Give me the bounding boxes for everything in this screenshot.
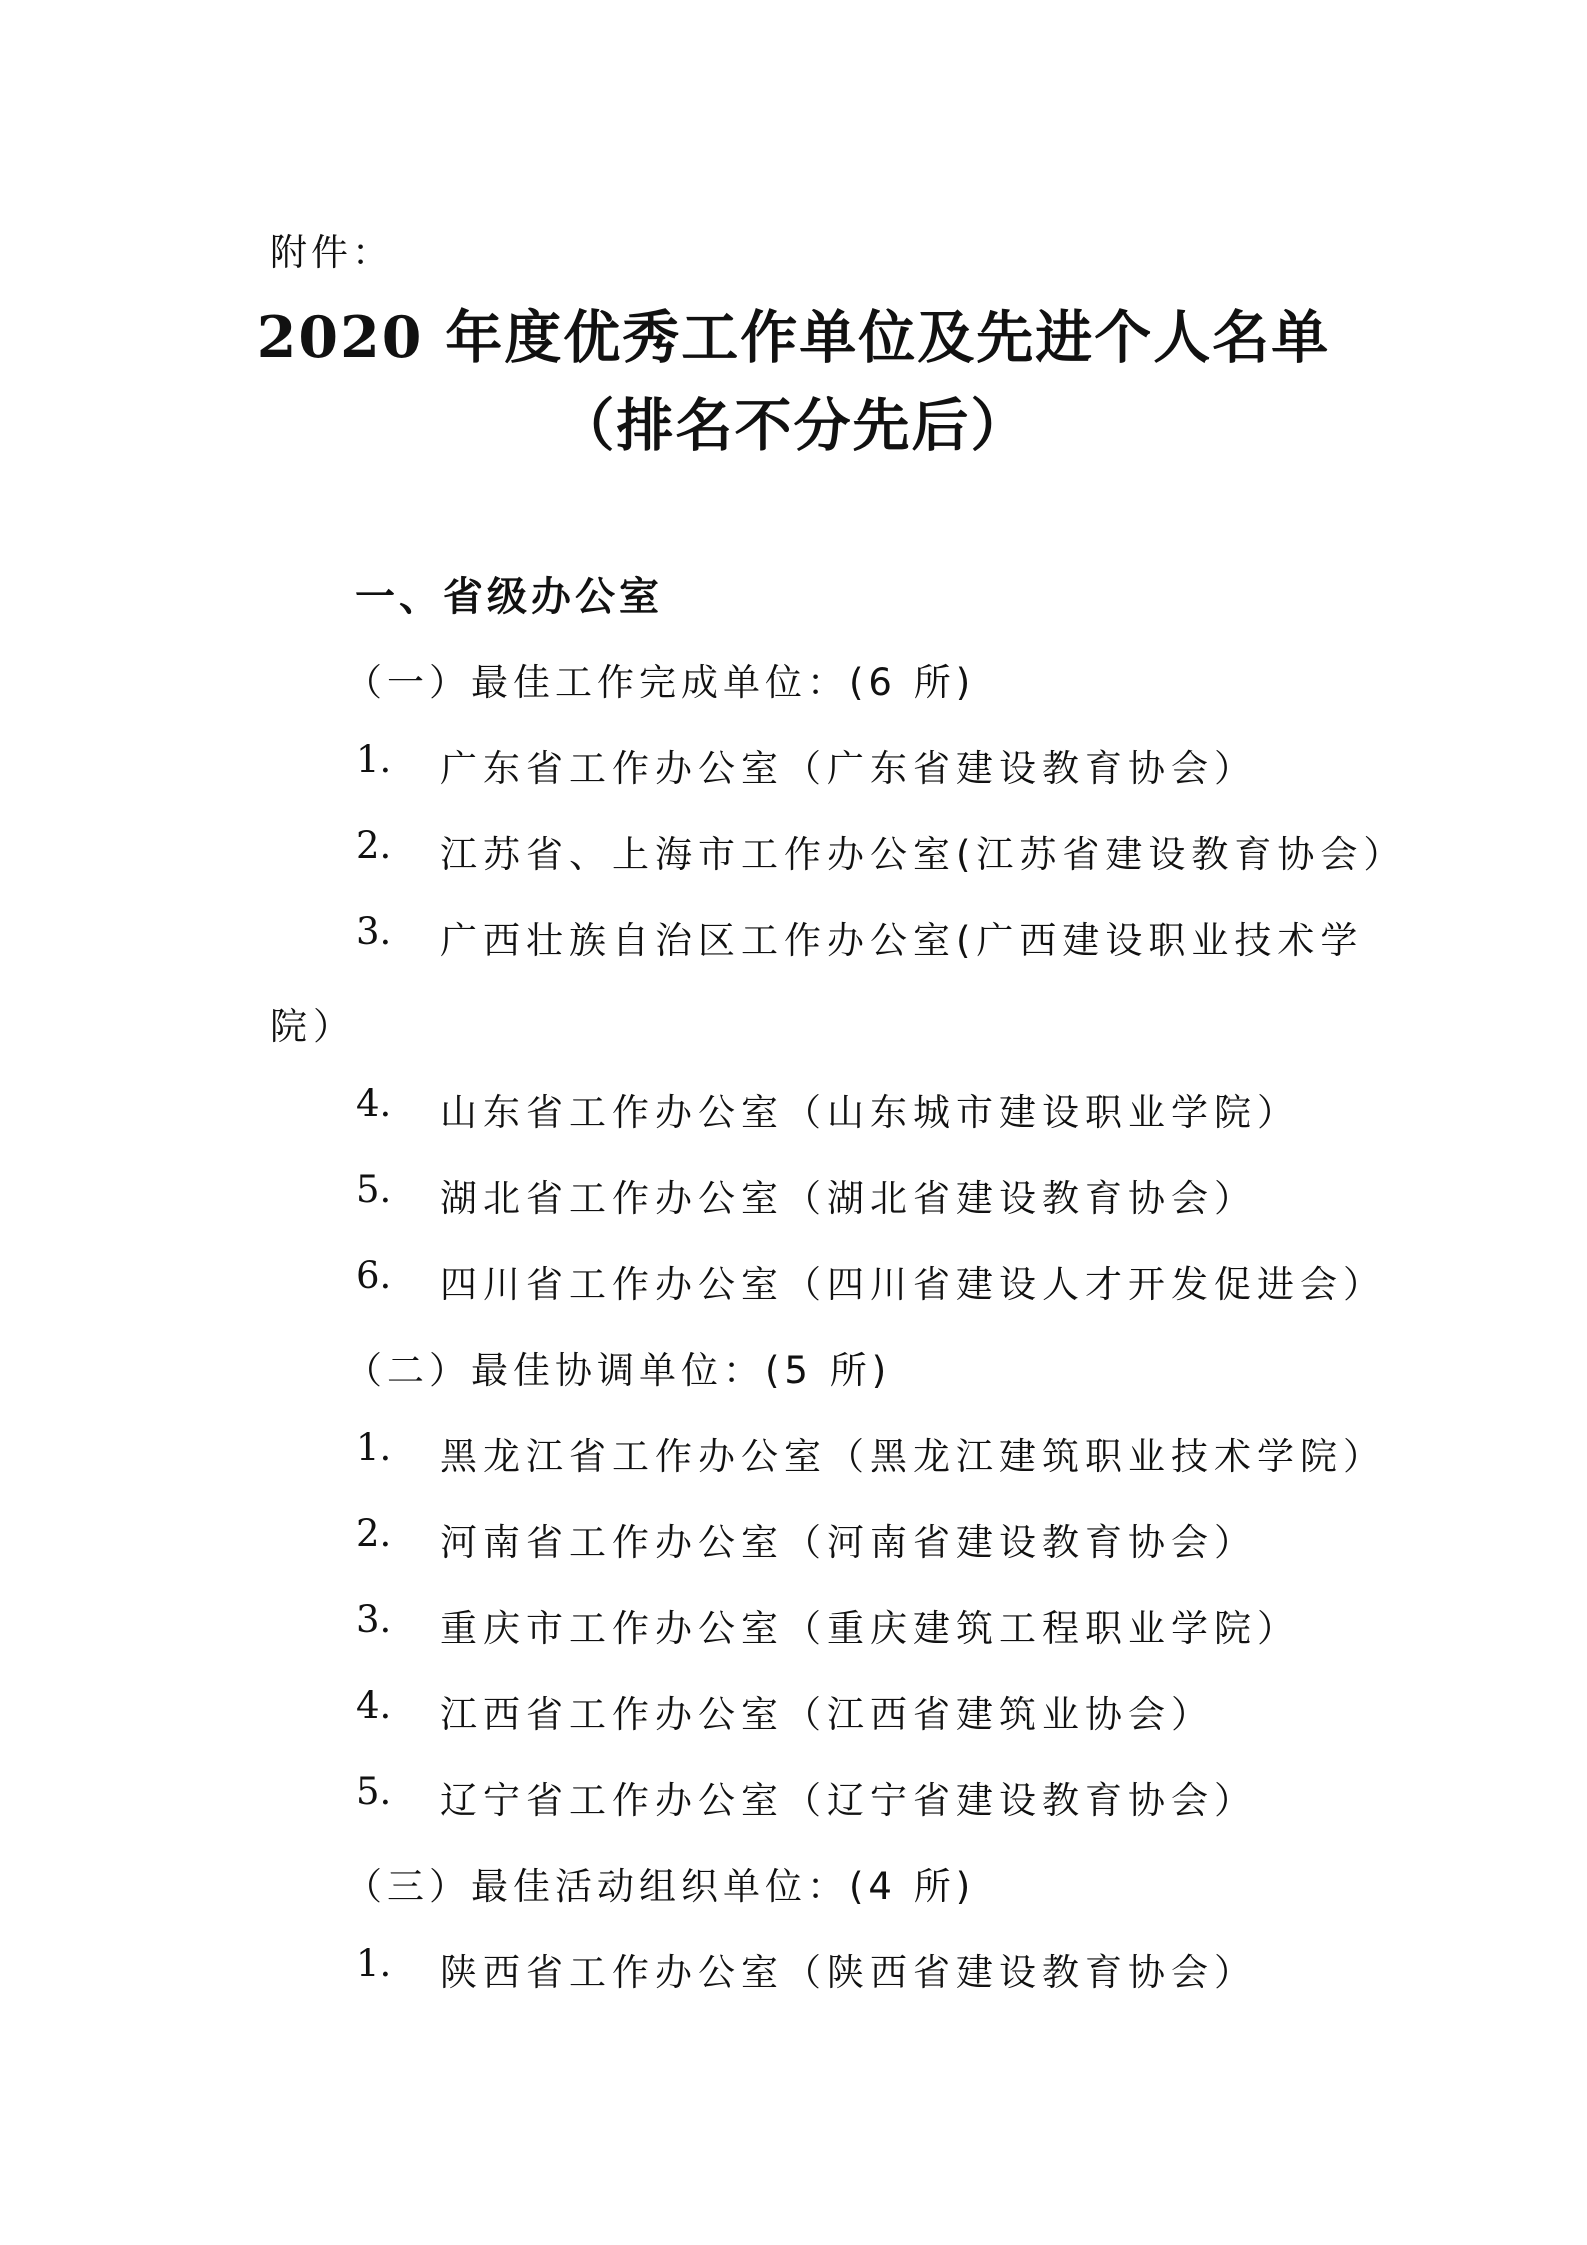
- item-text: 山东省工作办公室（山东城市建设职业学院）: [440, 1091, 1300, 1134]
- item-text: 广东省工作办公室（广东省建设教育协会）: [440, 747, 1257, 790]
- item-text: 黑龙江省工作办公室（黑龙江建筑职业技术学院）: [440, 1435, 1386, 1478]
- page-title: 2020 年度优秀工作单位及先进个人名单: [256, 304, 1331, 371]
- item-number: 2.: [356, 824, 392, 867]
- item-text: 河南省工作办公室（河南省建设教育协会）: [440, 1521, 1257, 1564]
- group-heading: （三）最佳活动组织单位：(4 所): [345, 1865, 976, 1908]
- item-text: 重庆市工作办公室（重庆建筑工程职业学院）: [440, 1607, 1300, 1650]
- item-text: 陕西省工作办公室（陕西省建设教育协会）: [440, 1951, 1257, 1994]
- item-text-continuation: 院）: [270, 1005, 356, 1048]
- group-heading: （一）最佳工作完成单位：(6 所): [345, 661, 976, 704]
- section-heading: 一、省级办公室: [355, 574, 663, 620]
- item-number: 3.: [356, 910, 392, 953]
- item-text: 湖北省工作办公室（湖北省建设教育协会）: [440, 1177, 1257, 1220]
- item-number: 2.: [356, 1512, 392, 1555]
- item-number: 1.: [356, 738, 392, 781]
- page-subtitle: （排名不分先后）: [557, 392, 1030, 459]
- group-heading: （二）最佳协调单位：(5 所): [345, 1349, 892, 1392]
- item-number: 1.: [356, 1942, 392, 1985]
- item-text: 江西省工作办公室（江西省建筑业协会）: [440, 1693, 1214, 1736]
- item-number: 4.: [356, 1684, 392, 1727]
- item-text: 江苏省、上海市工作办公室(江苏省建设教育协会）: [440, 833, 1407, 876]
- item-text: 广西壮族自治区工作办公室(广西建设职业技术学: [440, 919, 1364, 962]
- item-number: 5.: [356, 1770, 392, 1813]
- item-text: 辽宁省工作办公室（辽宁省建设教育协会）: [440, 1779, 1257, 1822]
- item-text: 四川省工作办公室（四川省建设人才开发促进会）: [440, 1263, 1386, 1306]
- item-number: 5.: [356, 1168, 392, 1211]
- item-number: 4.: [356, 1082, 392, 1125]
- attachment-label: 附件：: [270, 231, 393, 274]
- item-number: 6.: [356, 1254, 392, 1297]
- item-number: 3.: [356, 1598, 392, 1641]
- item-number: 1.: [356, 1426, 392, 1469]
